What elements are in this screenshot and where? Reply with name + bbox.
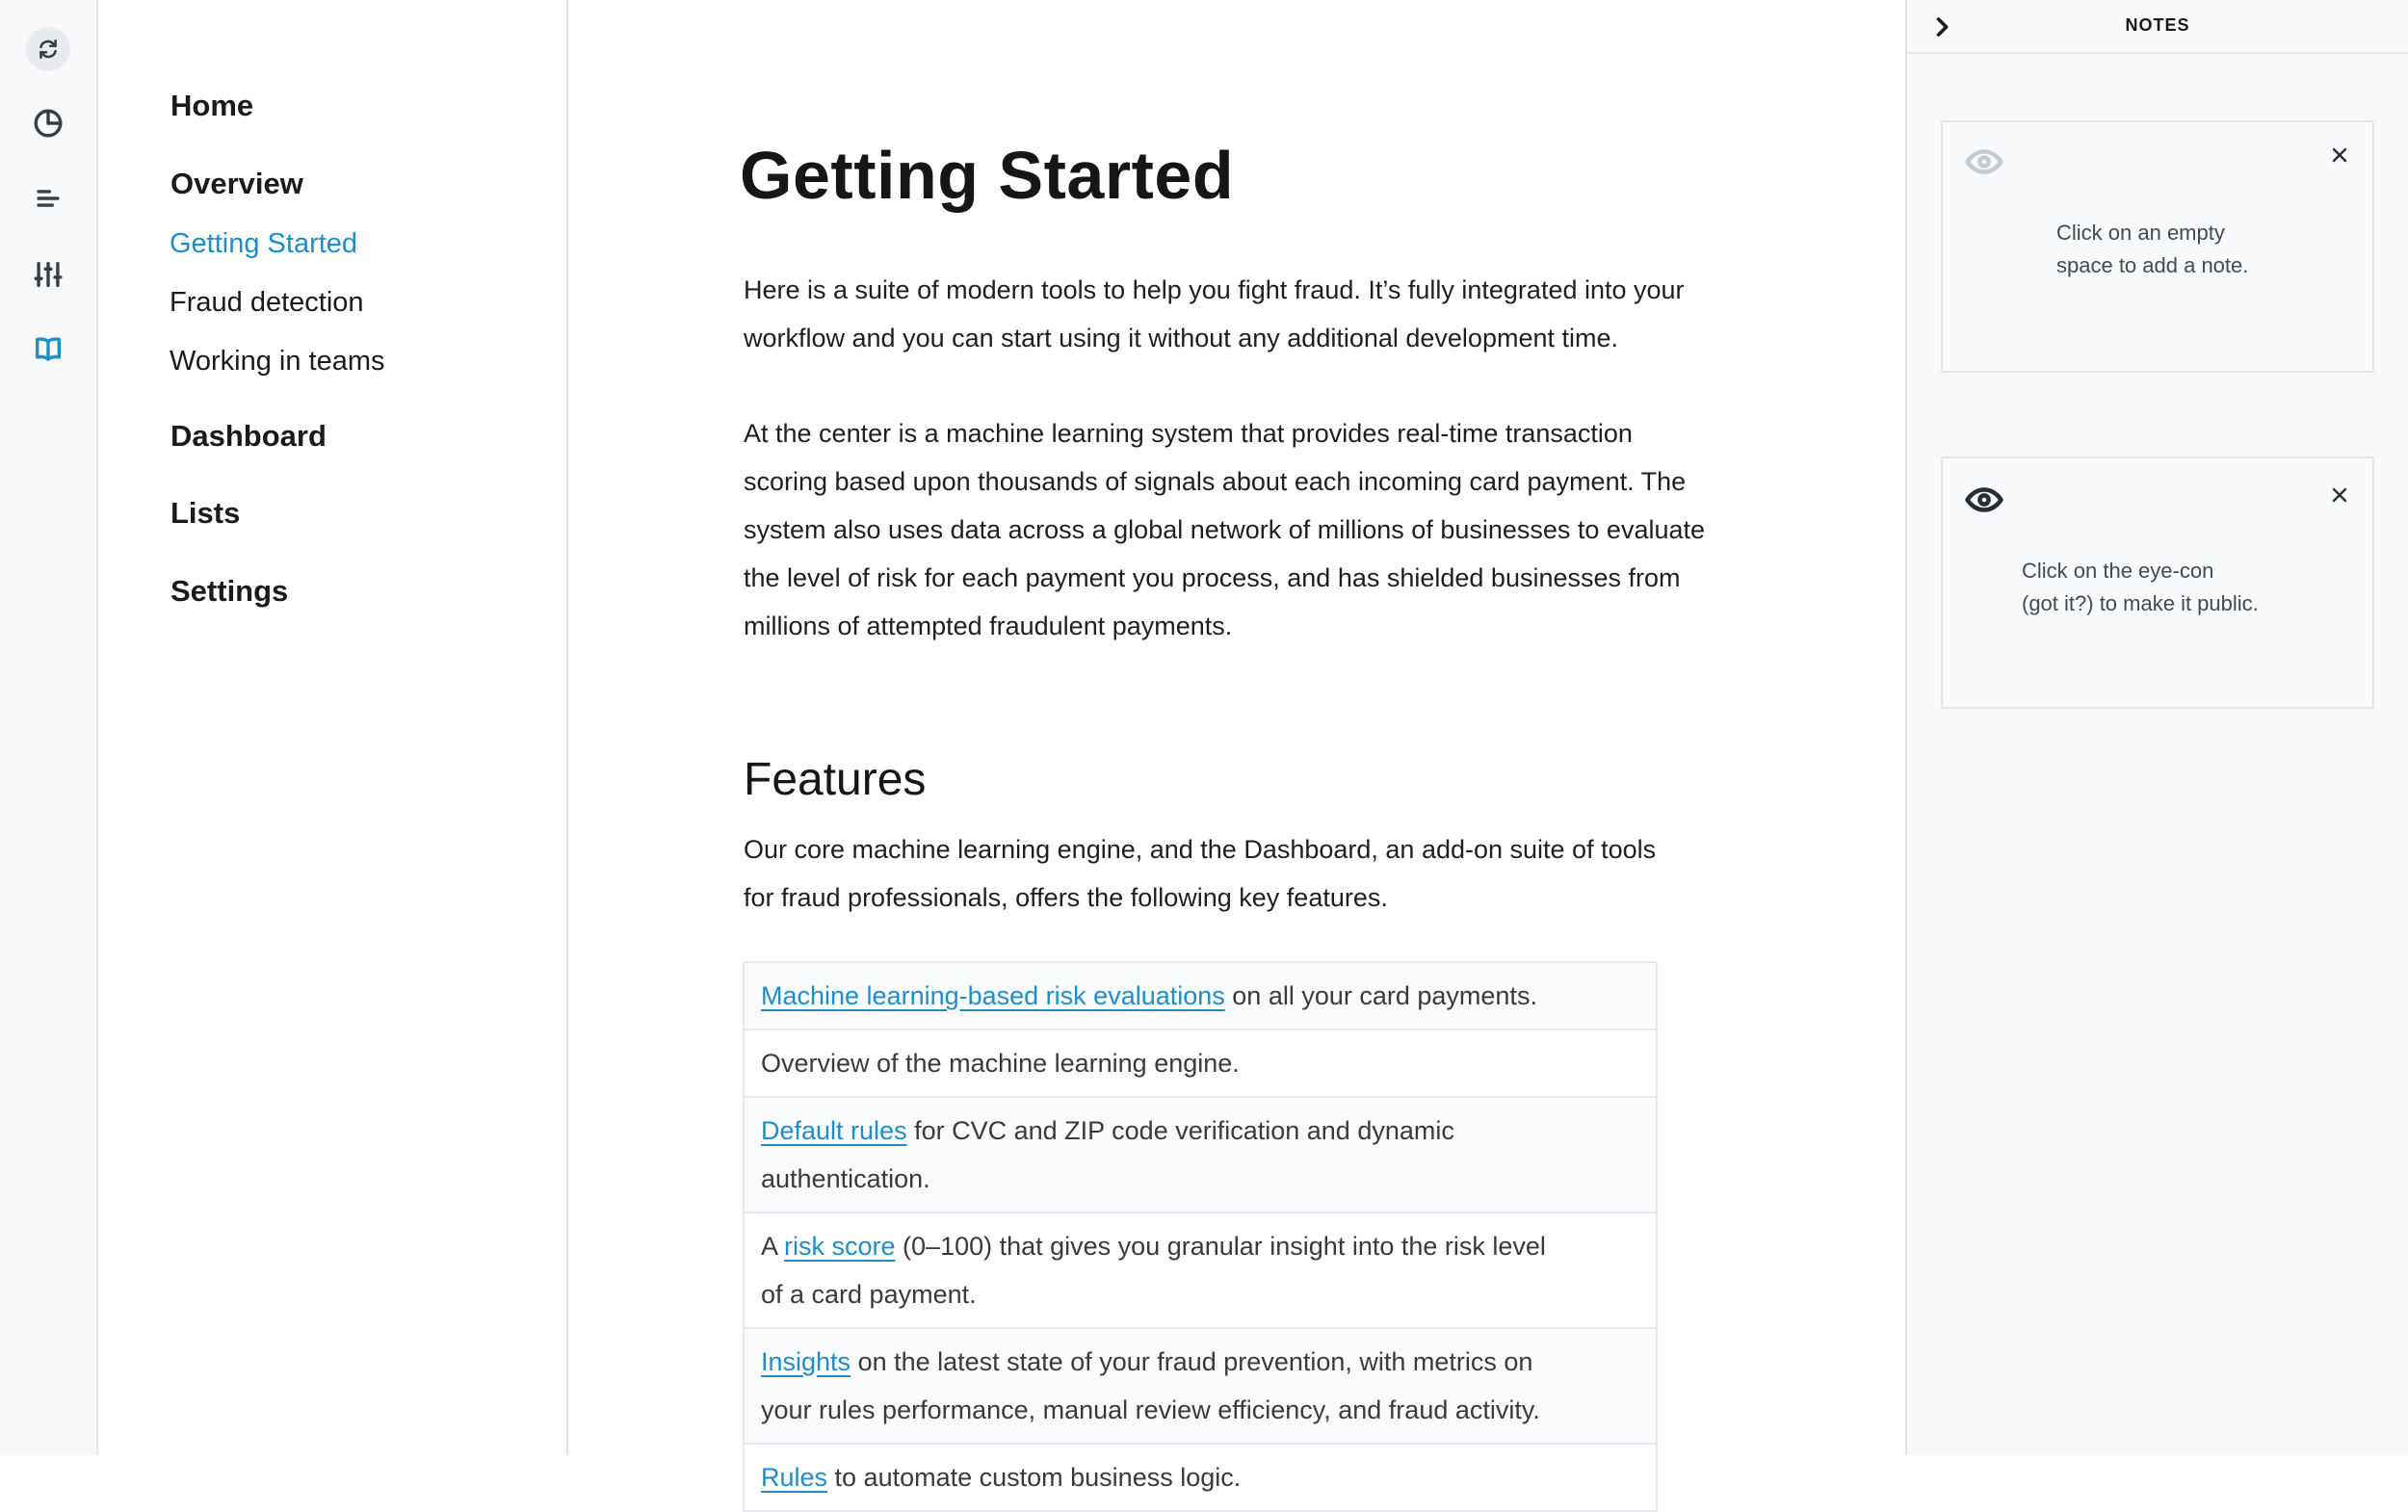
features-paragraph [744, 825, 1716, 922]
close-icon[interactable] [2328, 483, 2351, 507]
intro-line: Here is a suite of modern tools to help you fight fraud. It’s fully integrated into your [744, 275, 1685, 304]
eye-icon[interactable] [1964, 142, 2004, 182]
notes-header [1907, 0, 2408, 54]
pie-chart-icon[interactable] [26, 101, 70, 145]
feature-text: for CVC and ZIP code verification and dynamic [906, 1116, 1454, 1145]
close-icon[interactable] [2328, 143, 2351, 167]
feature-prefix: A [761, 1232, 785, 1261]
note-card[interactable] [1941, 120, 2374, 373]
sliders-icon[interactable] [26, 252, 70, 297]
features-line: Our core machine learning engine, and the Dashboard, an add-on suite of tools [744, 835, 1657, 864]
center-line: system also uses data across a global network of millions of businesses to evaluate [744, 515, 1706, 544]
nav-working-in-teams[interactable]: Working in teams [170, 346, 385, 377]
features-line: for fraud professionals, offers the following key features. [744, 883, 1388, 912]
note-line: Click on the eye-con [2022, 559, 2214, 583]
nav-getting-started[interactable]: Getting Started [170, 228, 358, 259]
feature-row [745, 1213, 1656, 1329]
center-line: the level of risk for each payment you process, and has shielded businesses from [744, 563, 1681, 592]
center-line: millions of attempted fraudulent payments. [744, 612, 1233, 640]
features-table [743, 961, 1658, 1512]
nav-home[interactable]: Home [170, 89, 254, 122]
docs-nav [98, 0, 568, 1455]
intro-line: workflow and you can start using it without any additional development time. [744, 324, 1618, 352]
feature-text: authentication. [761, 1164, 930, 1193]
feature-text: Overview of the machine learning engine. [761, 1049, 1240, 1078]
feature-link[interactable]: risk score [784, 1232, 896, 1261]
page-title: Getting Started [740, 138, 1235, 213]
center-line: scoring based upon thousands of signals about each incoming card payment. The [744, 467, 1687, 496]
notes-title: NOTES [2125, 15, 2190, 35]
feature-row [745, 963, 1656, 1030]
refresh-icon[interactable] [26, 27, 70, 71]
notes-panel [1905, 0, 2408, 1455]
feature-text: of a card payment. [761, 1280, 977, 1309]
icon-rail [0, 0, 98, 1455]
book-icon[interactable] [26, 327, 70, 372]
center-paragraph [744, 409, 1716, 650]
feature-row [745, 1329, 1656, 1445]
note-line: space to add a note. [2056, 253, 2249, 277]
eye-icon[interactable] [1964, 480, 2004, 520]
features-heading: Features [744, 754, 927, 805]
feature-text: to automate custom business logic. [827, 1463, 1242, 1492]
note-card[interactable] [1941, 456, 2374, 709]
feature-link[interactable]: Default rules [761, 1116, 907, 1145]
article [568, 0, 1905, 1492]
menu-lines-icon[interactable] [26, 176, 70, 221]
nav-overview[interactable]: Overview [170, 167, 303, 200]
nav-settings[interactable]: Settings [170, 574, 289, 608]
feature-row [745, 1445, 1656, 1512]
nav-lists[interactable]: Lists [170, 496, 241, 530]
feature-link[interactable]: Rules [761, 1463, 828, 1492]
note-line: (got it?) to make it public. [2022, 591, 2259, 615]
note-line: Click on an empty [2056, 221, 2225, 245]
feature-text: (0–100) that gives you granular insight into the risk level [895, 1232, 1546, 1261]
feature-text: your rules performance, manual review efficiency, and fraud activity. [761, 1395, 1540, 1424]
note-text [2022, 555, 2259, 620]
feature-link[interactable]: Insights [761, 1347, 851, 1376]
feature-row [745, 1030, 1656, 1098]
feature-row [745, 1098, 1656, 1213]
intro-paragraph [744, 266, 1716, 362]
feature-text: on all your card payments. [1224, 981, 1537, 1010]
feature-link[interactable]: Machine learning-based risk evaluations [761, 981, 1225, 1010]
note-text [2056, 217, 2248, 282]
nav-fraud-detection[interactable]: Fraud detection [170, 287, 364, 318]
center-line: At the center is a machine learning system that provides real-time transaction [744, 419, 1633, 448]
nav-dashboard[interactable]: Dashboard [170, 419, 327, 453]
feature-text: on the latest state of your fraud prevention, with metrics on [851, 1347, 1533, 1376]
